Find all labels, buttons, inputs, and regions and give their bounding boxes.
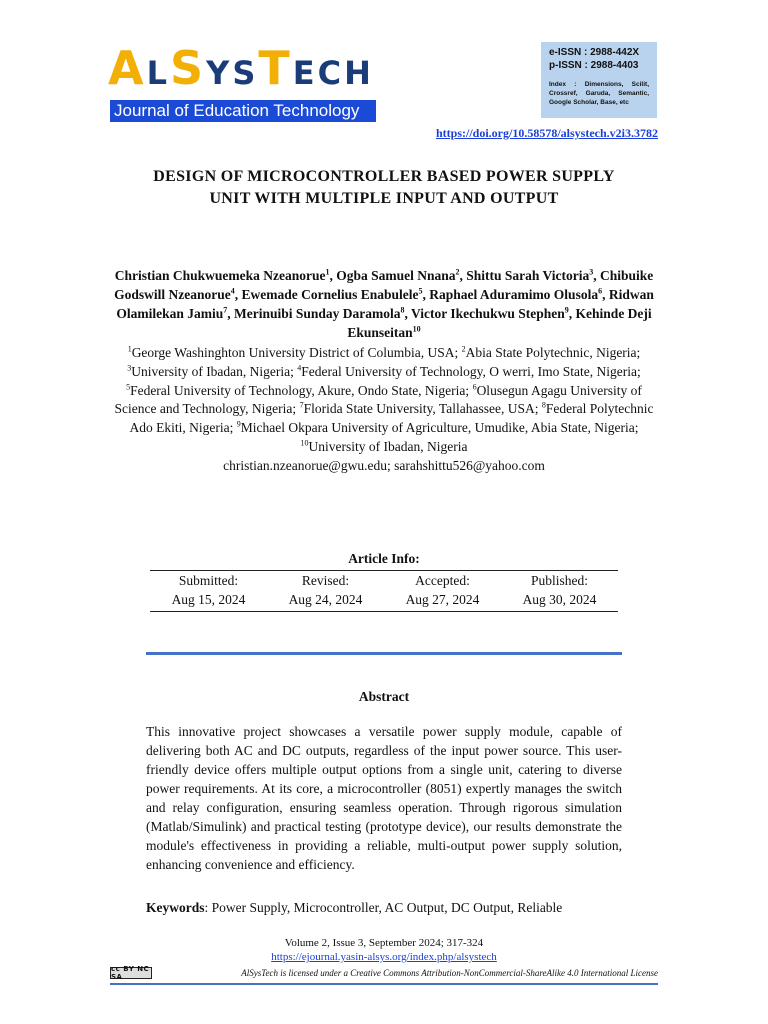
volume-info: Volume 2, Issue 3, September 2024; 317-324 [284,937,484,949]
affiliation-marker: 7 [299,400,304,410]
journal-logo [108,41,374,95]
author-affiliation-marker: 4 [230,286,235,296]
author-name: Shittu Sarah Victoria$^3$ [466,267,594,283]
author-name: Ridwan Olamilekan Jamiu$^7$ [116,287,654,321]
logo-letters-0: A [108,41,147,95]
author-list: Christian Chukwuemeka Nzeanorue$^1$, Ogba Samuel Nnana$^2$, Shittu Sarah Victoria$^3$, Chibuike Godswill Nzeanorue$^4$, Ewemade Cornelius Enabulele$^5$, Raphael Aduramimo Olusola$^6$, Ridwan Olamilekan Jamiu$^7$, Merinuibi Sunday Daramola$^8$, Victor Ikechukwu Stephen$^9$, Kehinde Deji Ekunseitan$^{10}$ [114,267,654,340]
corresponding-emails: christian.nzeanorue@gwu.edu; sarahshittu526@yahoo.com [223,457,545,473]
submitted-date: Aug 15, 2024 [171,592,246,607]
affiliation-item: $^6$Olusegun Agagu University of Science and Technology, Nigeria [114,382,642,417]
revised-date: Aug 24, 2024 [288,592,363,607]
affiliation-marker: 8 [541,400,546,410]
author-name: Ewemade Cornelius Enabulele$^5$ [241,286,423,302]
author-affiliation-marker: 2 [455,267,460,277]
abstract-heading: Abstract [358,689,410,704]
affiliation-item: $^{10}$University of Ibadan, Nigeria [300,438,468,454]
affiliation-list: $^1$George Washinghton University District of Columbia, USA; $^2$Abia State Polytechnic, Nigeria; $^3$University of Ibadan, Nigeria; $^4$Federal University of Technology, O werri, Imo State, Nigeria; $^5$Federal University of Technology, Akure, Ondo State, Nigeria; $^6$Olusegun Agagu University of Science and Technology, Nigeria; $^7$Florida State University, Tallahassee, USA; $^8$Federal Polytechnic Ado Ekiti, Nigeria; $^9$Michael Okpara University of Agriculture, Umudike, Abia State, Nigeria; $^{10}$University of Ibadan, Nigeria [114,344,654,454]
affiliation-item: $^7$Florida State University, Tallahassee, USA [299,400,535,417]
affiliation-item: $^9$Michael Okpara University of Agriculture, Umudike, Abia State, Nigeria [236,419,635,436]
author-name: Christian Chukwuemeka Nzeanorue$^1$ [114,267,330,283]
paper-title [110,166,658,210]
doi-link[interactable]: https://doi.org/10.58578/alsystech.v2i3.3782 [435,126,658,140]
author-name: Raphael Aduramimo Olusola$^6$ [429,286,603,302]
keywords-label: Keywords [146,900,205,915]
affiliation-item: $^3$University of Ibadan, Nigeria [127,363,291,379]
affiliation-item: $^5$Federal University of Technology, Akure, Ondo State, Nigeria [126,382,466,398]
accepted-label: Accepted: [415,573,470,588]
affiliation-marker: 2 [461,344,466,354]
author-affiliation-marker: 5 [418,286,423,296]
affiliation-marker: 4 [297,363,302,373]
published-date: Aug 30, 2024 [522,592,597,607]
author-affiliation-marker: 6 [598,286,603,296]
e-issn: e-ISSN : 2988-442X [549,47,640,58]
submitted-label: Submitted: [178,573,239,588]
affiliations [104,344,664,476]
affiliation-item: $^2$Abia State Polytechnic, Nigeria [461,344,637,360]
keywords-list: : Power Supply, Microcontroller, AC Output, DC Output, Reliable [204,900,563,915]
title-line-2: UNIT WITH MULTIPLE INPUT AND OUTPUT [209,190,559,207]
author-name: Victor Ikechukwu Stephen$^9$ [411,305,569,321]
affiliation-item: $^8$Federal Polytechnic Ado Ekiti, Nigeria [129,400,654,436]
logo-letters-2: S [170,41,207,95]
title-line-1: DESIGN OF MICROCONTROLLER BASED POWER SUPPLY [153,168,615,185]
article-info-labels [150,571,618,590]
affiliation-marker: 9 [236,419,241,429]
author-name: Merinuibi Sunday Daramola$^8$ [233,305,405,321]
author-affiliation-marker: 3 [589,267,594,277]
license-text: AlSysTech is licensed under a Creative Commons Attribution-NonCommercial-ShareAlike 4.0 International License [241,968,658,978]
affiliation-marker: 3 [127,363,132,373]
author-name: Kehinde Deji Ekunseitan$^{10}$ [347,306,652,340]
author-affiliation-marker: 7 [223,305,228,315]
journal-url-link[interactable]: https://ejournal.yasin-alsys.org/index.php/alsystech [271,951,497,963]
author-affiliation-marker: 9 [564,305,569,315]
author-name: Ogba Samuel Nnana$^2$ [336,267,460,283]
author-name: Chibuike Godswill Nzeanorue$^4$ [114,268,654,302]
logo-letters-5: ECH [292,54,374,92]
keywords [146,898,622,917]
abstract-text: This innovative project showcases a versatile power supply module, capable of delivering both AC and DC outputs, regardless of the input power source. This user-friendly device offers multiple output options from a single unit, catering to diverse power requirements. At its core, a microcontroller (8051) expertly manages the switch and relay configuration, ensuring seamless operation. Through rigorous simulation (Matlab/Simulink) and practical testing (prototype device), our results demonstrate the module's effectiveness in providing a reliable, multi-output power supply solution, enhancing convenience and efficiency. [146,724,622,872]
section-divider [146,652,622,655]
article-info-dates [150,590,618,611]
footer-divider [110,983,658,985]
article-info-heading: Article Info: [348,551,420,566]
affiliation-marker: 6 [472,382,477,392]
revised-label: Revised: [301,573,350,588]
author-affiliation-marker: 10 [412,324,421,334]
author-affiliation-marker: 8 [400,305,405,315]
affiliation-marker: 5 [126,382,131,392]
affiliation-item: $^1$George Washinghton University District of Columbia, USA [127,344,455,360]
cc-license-icon[interactable]: cc BY NC SA [110,967,152,979]
published-label: Published: [530,573,588,588]
journal-name-banner: Journal of Education Technology [110,100,376,122]
p-issn: p-ISSN : 2988-4403 [549,60,639,71]
logo-letters-1: L [146,54,170,92]
affiliation-marker: 1 [127,344,132,354]
logo-letters-4: T [258,41,293,95]
affiliation-marker: 10 [300,438,309,448]
index-list: Index : Dimensions, Scilit, Crossref, Garuda, Semantic, Google Scholar, Base, etc [549,81,649,106]
issn-box [541,42,657,118]
accepted-date: Aug 27, 2024 [405,592,480,607]
affiliation-item: $^4$Federal University of Technology, O werri, Imo State, Nigeria [297,363,638,379]
article-info-table [150,570,618,612]
logo-letters-3: YS [206,54,259,92]
author-affiliation-marker: 1 [325,267,330,277]
